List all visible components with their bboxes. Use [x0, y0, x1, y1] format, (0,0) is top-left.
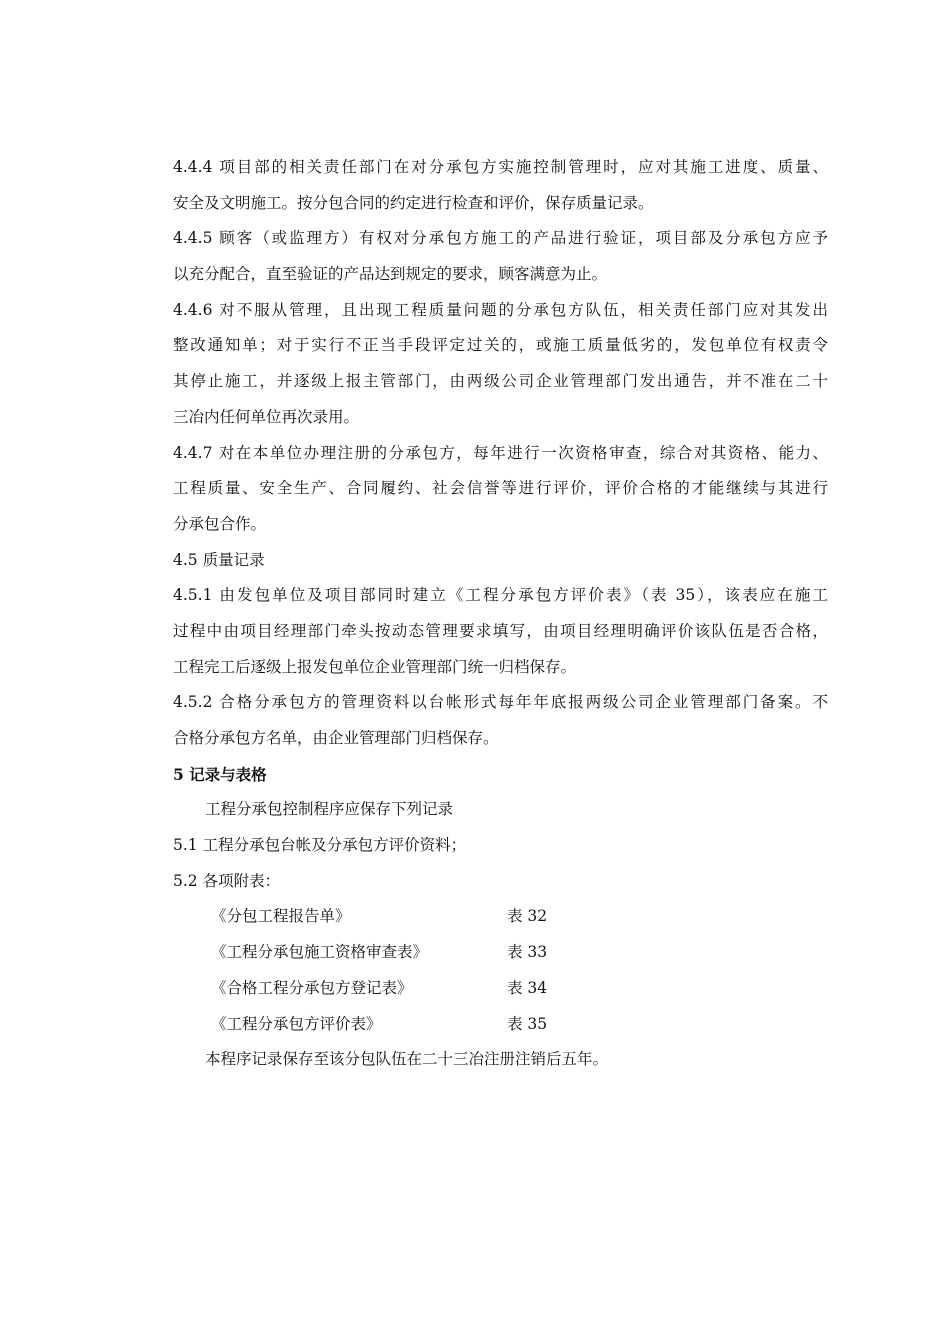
- section-5-heading: 5 记录与表格: [173, 764, 267, 784]
- appendix-row-32: [173, 899, 828, 935]
- retention-note: 本程序记录保存至该分包队伍在二十三冶注册注销后五年。: [205, 1050, 609, 1069]
- appendix-code: 表 34: [507, 978, 548, 997]
- paragraph-4-4-7-line-1: 4.4.7 对在本单位办理注册的分承包方，每年进行一次资格审查，综合对其资格、能力、: [173, 443, 828, 462]
- appendix-title: 《分包工程报告单》: [211, 907, 351, 926]
- section-5-intro: 工程分承包控制程序应保存下列记录: [205, 800, 454, 819]
- document-body: [173, 150, 828, 1078]
- paragraph-4-5-2-line-2: 合格分承包方名单，由企业管理部门归档保存。: [173, 729, 499, 747]
- paragraph-4-4-7-line-3: 分承包合作。: [173, 514, 267, 533]
- appendix-row-35: [173, 1007, 828, 1043]
- appendix-row-33: [173, 935, 828, 971]
- section-4-5-heading: 4.5 质量记录: [173, 550, 265, 569]
- appendix-code: 表 33: [507, 943, 548, 962]
- paragraph-4-4-7-line-2: 工程质量、安全生产、合同履约、社会信誉等进行评价，评价合格的才能继续与其进行: [173, 479, 828, 498]
- paragraph-4-5-2-line-1: 4.5.2 合格分承包方的管理资料以台帐形式每年年底报两级公司企业管理部门备案。不: [173, 693, 828, 712]
- item-5-1: 5.1 工程分承包台帐及分承包方评价资料；: [173, 836, 467, 855]
- appendix-title: 《工程分承包方评价表》: [211, 1014, 382, 1033]
- paragraph-4-4-6-line-2: 整改通知单；对于实行不正当手段评定过关的，或施工质量低劣的，发包单位有权责令: [173, 336, 828, 355]
- paragraph-4-4-6-line-4: 三冶内任何单位再次录用。: [173, 407, 360, 426]
- paragraph-4-4-6-line-3: 其停止施工，并逐级上报主管部门，由两级公司企业管理部门发出通告，并不准在二十: [173, 372, 828, 391]
- appendix-title: 《合格工程分承包方登记表》: [211, 978, 413, 997]
- paragraph-4-4-4-line-1: 4.4.4 项目部的相关责任部门在对分承包方实施控制管理时，应对其施工进度、质量、: [173, 158, 828, 176]
- paragraph-4-4-4-line-2: 安全及文明施工。按分包合同的约定进行检查和评价，保存质量记录。: [173, 193, 654, 212]
- paragraph-4-4-6-line-1: 4.4.6 对不服从管理，且出现工程质量问题的分承包方队伍，相关责任部门应对其发出: [173, 300, 828, 319]
- paragraph-4-4-5-line-1: 4.4.5 顾客（或监理方）有权对分承包方施工的产品进行验证，项目部及分承包方应予: [173, 229, 828, 248]
- appendix-code: 表 32: [507, 907, 548, 926]
- paragraph-4-5-1-line-1: 4.5.1 由发包单位及项目部同时建立《工程分承包方评价表》（表 35），该表应在施工: [173, 586, 828, 605]
- appendix-code: 表 35: [507, 1014, 548, 1033]
- paragraph-4-5-1-line-2: 过程中由项目经理部门牵头按动态管理要求填写，由项目经理明确评价该队伍是否合格，: [173, 621, 828, 640]
- paragraph-4-4-5-line-2: 以充分配合，直至验证的产品达到规定的要求，顾客满意为止。: [173, 265, 608, 284]
- appendix-title: 《工程分承包施工资格审查表》: [211, 943, 429, 962]
- paragraph-4-5-1-line-3: 工程完工后逐级上报发包单位企业管理部门统一归档保存。: [173, 657, 577, 676]
- item-5-2: 5.2 各项附表：: [173, 871, 281, 890]
- appendix-row-34: [173, 971, 828, 1007]
